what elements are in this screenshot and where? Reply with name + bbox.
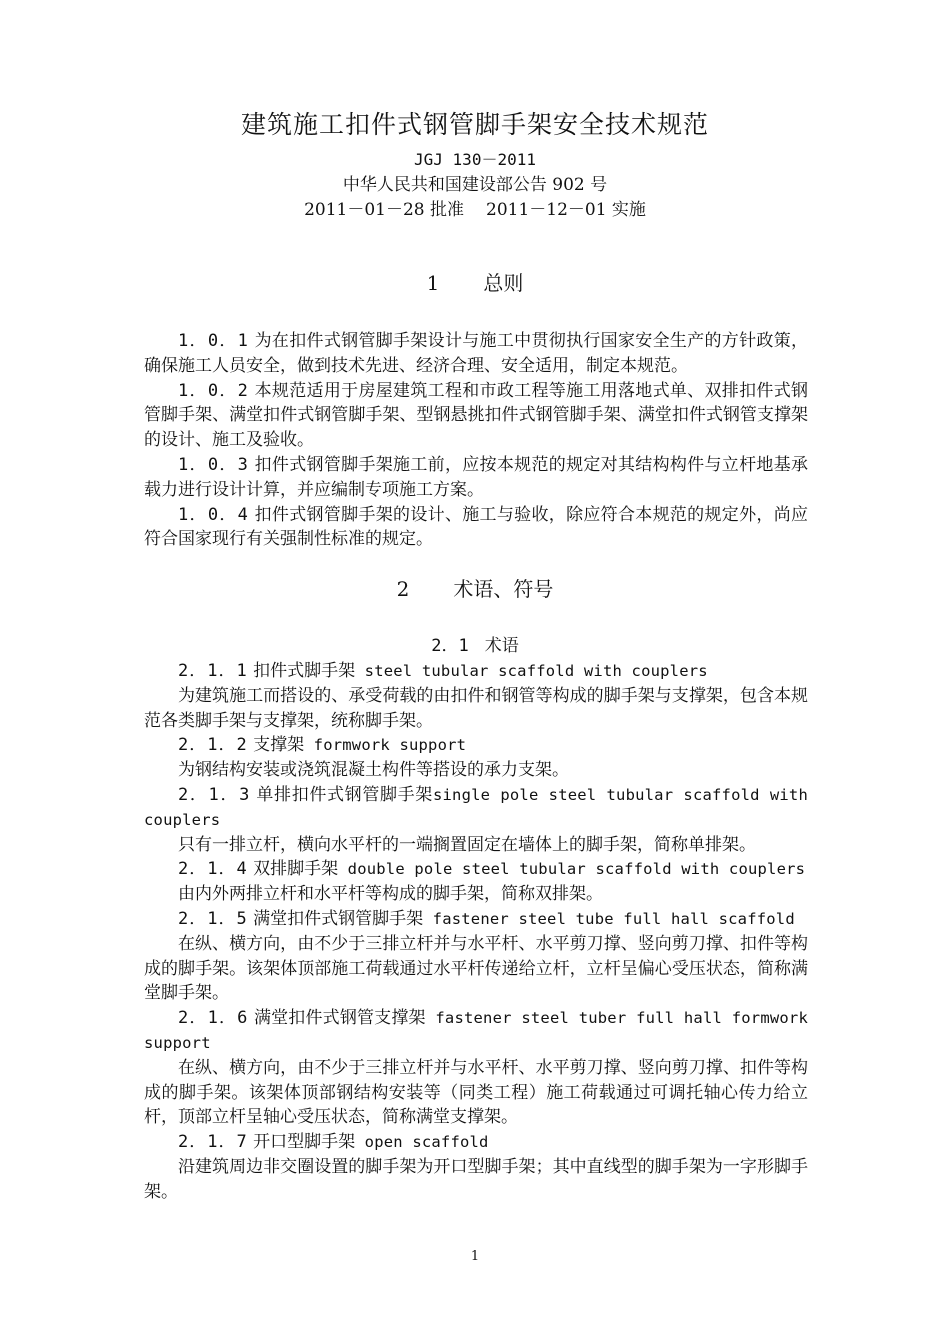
- clause-text: 扣件式钢管脚手架的设计、施工与验收，除应符合本规范的规定外，尚应符合国家现行有关强制性标准的规定。: [144, 504, 808, 550]
- term-name: 双排脚手架: [247, 859, 339, 880]
- clause-1-0-1: [144, 329, 808, 379]
- clause-text: 为在扣件式钢管脚手架设计与施工中贯彻执行国家安全生产的方针政策，确保施工人员安全，做到技术先进、经济合理、安全适用，制定本规范。: [144, 331, 808, 376]
- term-definition-2-1-1: 为建筑施工而搭设的、承受荷载的由扣件和钢管等构成的脚手架与支撑架，包含本规范各类脚手架与支撑架，统称脚手架。: [144, 685, 808, 731]
- term-heading-2-1-2: [144, 733, 808, 758]
- term-heading-2-1-5: [144, 907, 808, 932]
- term-number: 2．1．3: [178, 784, 251, 805]
- term-name: 扣件式脚手架: [247, 661, 356, 681]
- approve-date: 2011－01－28 批准: [304, 200, 464, 220]
- page-number: 1: [470, 1249, 480, 1264]
- term-heading-2-1-1: [144, 659, 808, 684]
- chapter-heading-1: [0, 269, 950, 297]
- term-heading-2-1-4: [144, 857, 808, 882]
- term-english: steel tubular scaffold with couplers: [355, 662, 708, 680]
- term-definition-2-1-3: 只有一排立杆，横向水平杆的一端搁置固定在墙体上的脚手架，简称单排架。: [178, 834, 756, 855]
- term-definition-2-1-4: 由内外两排立杆和水平杆等构成的脚手架，简称双排架。: [178, 884, 603, 905]
- section-heading-2-1: [0, 634, 950, 659]
- term-definition-2-1-2: 为钢结构安装或浇筑混凝土构件等搭设的承力支架。: [178, 760, 569, 781]
- term-english: fastener steel tube full hall scaffold: [423, 909, 795, 928]
- clause-1-0-4: [144, 503, 808, 553]
- term-definition-2-1-5: 在纵、横方向，由不少于三排立杆并与水平杆、水平剪刀撑、竖向剪刀撑、扣件等构成的脚手架。该架体顶部施工荷载通过水平杆传递给立杆，立杆呈偏心受压状态，简称满堂脚手架。: [144, 933, 808, 1004]
- clause-1-0-2: [144, 379, 808, 453]
- chapter-title: 总则: [483, 271, 524, 295]
- term-number: 2．1．5: [178, 908, 248, 929]
- standard-code: JGJ 130－2011: [414, 150, 536, 169]
- clause-number: 1．0．3: [178, 454, 249, 475]
- clause-text: 本规范适用于房屋建筑工程和市政工程等施工用落地式单、双排扣件式钢管脚手架、满堂扣件式钢管脚手架、型钢悬挑扣件式钢管脚手架、满堂扣件式钢管支撑架的设计、施工及验收。: [144, 380, 808, 451]
- term-english: double pole steel tubular scaffold with couplers: [338, 860, 806, 879]
- document-title: 建筑施工扣件式钢管脚手架安全技术规范: [240, 110, 709, 139]
- term-name: 支撑架: [247, 735, 305, 756]
- clause-text: 扣件式钢管脚手架施工前，应按本规范的规定对其结构构件与立杆地基承载力进行设计计算，并应编制专项施工方案。: [144, 454, 808, 500]
- term-number: 2．1．1: [178, 661, 248, 681]
- term-number: 2．1．4: [178, 859, 248, 880]
- section-number: 2．1: [431, 636, 469, 656]
- term-english: fastener steel tuber full hall formwork support: [144, 1009, 808, 1052]
- chapter-2-body: [144, 659, 808, 1205]
- term-number: 2．1．7: [178, 1132, 248, 1153]
- clause-1-0-3: [144, 453, 808, 503]
- approval-dates: [0, 198, 950, 222]
- chapter-number: 2: [396, 577, 410, 601]
- clause-number: 1．0．2: [178, 380, 249, 401]
- clause-number: 1．0．1: [178, 331, 249, 351]
- term-name: 满堂扣件式钢管支撑架: [248, 1008, 426, 1029]
- term-name: 满堂扣件式钢管脚手架: [247, 908, 424, 929]
- term-english: open scaffold: [355, 1133, 489, 1152]
- implement-date: 2011－12－01 实施: [486, 200, 646, 220]
- chapter-heading-2: [0, 575, 950, 603]
- term-heading-2-1-7: [144, 1130, 808, 1155]
- term-definition-2-1-7: 沿建筑周边非交圈设置的脚手架为开口型脚手架；其中直线型的脚手架为一字形脚手架。: [144, 1156, 808, 1202]
- term-heading-2-1-3: [144, 783, 808, 833]
- ministry-notice: 中华人民共和国建设部公告 902 号: [342, 175, 608, 195]
- term-number: 2．1．6: [178, 1008, 249, 1029]
- chapter-number: 1: [426, 271, 440, 295]
- clause-number: 1．0．4: [178, 504, 249, 525]
- term-english: single pole steel tubular scaffold with couplers: [144, 785, 808, 829]
- term-name: 单排扣件式钢管脚手架: [250, 784, 433, 805]
- term-definition-2-1-6: 在纵、横方向，由不少于三排立杆并与水平杆、水平剪刀撑、竖向剪刀撑、扣件等构成的脚手架。该架体顶部钢结构安装等（同类工程）施工荷载通过可调托轴心传力给立杆，顶部立杆呈轴心受压状态，简称满堂支撑架。: [144, 1057, 808, 1128]
- section-title: 术语: [484, 636, 519, 656]
- chapter-1-body: [144, 329, 808, 552]
- term-heading-2-1-6: [144, 1006, 808, 1056]
- chapter-title: 术语、符号: [453, 577, 554, 601]
- term-english: formwork support: [304, 736, 467, 755]
- term-number: 2．1．2: [178, 735, 248, 756]
- term-name: 开口型脚手架: [247, 1132, 356, 1153]
